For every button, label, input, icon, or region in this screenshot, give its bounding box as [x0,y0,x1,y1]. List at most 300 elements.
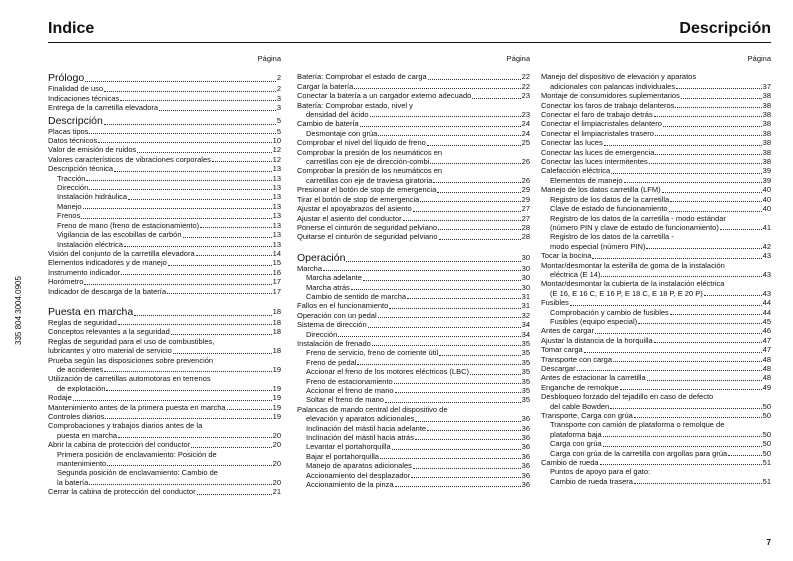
toc-page-number: 38 [762,91,771,101]
toc-page-number: 35 [521,338,530,348]
dot-leader [395,392,521,393]
dot-leader [681,98,762,99]
toc-page-number: 23 [521,110,530,120]
toc-entry[interactable] [541,101,771,110]
dot-leader [649,163,762,164]
dot-leader [196,255,272,256]
toc-page-number: 48 [762,373,771,383]
toc-entry-title: Tirar el botón de stop de emergencia [297,194,420,204]
header-rule [48,42,771,43]
toc-entry-title: plataforma baja [550,429,602,439]
toc-page-number: 24 [521,119,530,129]
toc-entry[interactable] [48,230,281,239]
toc-entry[interactable] [48,365,281,374]
toc-entry-text[interactable]: Montar/desmontar la esterilla de goma de la instalación [541,260,725,270]
toc-page-number: 50 [762,429,771,439]
dot-leader [368,327,521,328]
toc-page-number: 42 [762,241,771,251]
dot-leader [411,477,520,478]
toc-page-number: 28 [521,222,530,232]
toc-entry[interactable] [48,318,281,327]
toc-entry[interactable] [48,431,281,440]
toc-entry[interactable] [297,471,530,480]
toc-entry[interactable] [48,346,281,355]
dot-leader [104,371,271,372]
toc-entry-title: (E 16, E 16 C, E 16 P, E 18 C, E 18 P, E 20 P) [550,288,703,298]
toc-page-number: 16 [272,267,281,277]
toc-entry[interactable] [541,91,771,100]
toc-entry[interactable] [541,373,771,382]
toc-entry[interactable] [48,412,281,421]
toc-page-number: 29 [521,185,530,195]
toc-page-number: 36 [521,442,530,452]
toc-entry-text[interactable]: Montar/desmontar la cubierta de la instalación eléctrica [541,279,725,289]
toc-entry-title: Manejo [57,201,82,211]
toc-entry-text[interactable]: Registro de los datos de la carretilla - modo estándar [550,213,726,223]
toc-entry[interactable] [48,94,281,103]
toc-entry[interactable] [541,119,771,128]
toc-entry[interactable] [541,129,771,138]
toc-entry-title: Calefacción eléctrica [541,166,611,176]
toc-entry-text[interactable]: Utilización de carretillas automotoras en terrenos [48,374,211,384]
toc-entry-title: Entrega de la carretilla elevadora [48,103,159,113]
dot-leader [604,145,762,146]
toc-entry-title: Freno de estacionamiento [306,376,393,386]
dot-leader [168,265,272,266]
toc-entry[interactable] [541,402,771,411]
toc-entry[interactable] [48,164,281,173]
toc-entry-text[interactable]: Transporte con camión de plataforma o remolque de [550,420,725,430]
toc-entry[interactable] [297,138,530,147]
dot-leader [167,293,272,294]
toc-entries [297,72,530,489]
toc-entry-title: Presionar el botón de stop de emergencia [297,185,437,195]
toc-page-number: 49 [762,382,771,392]
dot-leader [437,192,520,193]
toc-entry-text[interactable]: Puntos de apoyo para el gato: [550,467,651,477]
toc-entry-text[interactable]: Comprobaciones y trabajos diarios antes de la [48,421,203,431]
toc-page-number: 2 [276,73,281,83]
toc-entry[interactable] [297,395,530,404]
dot-leader [595,333,762,334]
toc-page-number: 43 [762,288,771,298]
toc-section-heading[interactable] [48,306,281,318]
dot-leader [171,334,272,335]
toc-entry-title: Enganche de remolque [541,382,619,392]
dot-leader [662,192,762,193]
dot-leader [338,336,520,337]
dot-leader [183,237,272,238]
toc-page-number: 36 [521,470,530,480]
toc-entry-title: Abrir la cabina de protección del conductor [48,440,191,450]
toc-entry[interactable] [297,386,530,395]
toc-entry-title: Elementos de manejo [550,175,623,185]
toc-page-number: 50 [762,411,771,421]
toc-section-heading[interactable] [48,115,281,127]
toc-entry-title: Valor de emisión de ruidos [48,145,137,155]
toc-entry-title: Bajar el portahorquilla [306,451,379,461]
toc-entry[interactable] [297,195,530,204]
dot-leader [613,361,762,362]
toc-page-number: 44 [762,307,771,317]
toc-entry-title: Cambio de rueda trasera [550,476,633,486]
dot-leader [114,171,272,172]
toc-page-number: 38 [762,138,771,148]
toc-entry[interactable] [541,336,771,345]
toc-entry[interactable] [297,91,530,100]
toc-page-number: 30 [521,282,530,292]
toc-entry[interactable] [541,364,771,373]
toc-entry-text[interactable]: Manejo del dispositivo de elevación y aparatos [541,72,697,82]
toc-entry-title: Cargar la batería [297,81,354,91]
toc-entry[interactable] [48,84,281,93]
toc-page-number: 35 [521,376,530,386]
dot-leader [610,408,761,409]
toc-page-number: 3 [276,103,281,113]
toc-entry-title: Comprobar el nivel del líquido de freno [297,138,426,148]
toc-entry-title: Vigilancia de las escobillas de carbón [57,230,182,240]
toc-entry[interactable] [48,287,281,296]
toc-entry[interactable] [541,477,771,486]
toc-entry[interactable] [48,440,281,449]
toc-entry-title: Visión del conjunto de la carretilla elevadora [48,248,195,258]
toc-entry-title: de explotación [57,383,106,393]
toc-entry[interactable] [297,442,530,451]
toc-entry-title: Transporte, Carga con grúa [541,411,633,421]
toc-entry[interactable] [297,480,530,489]
toc-entry-title: Dirección [57,183,89,193]
toc-page-number: 13 [272,239,281,249]
toc-entry[interactable] [48,240,281,249]
toc-page-number: 48 [762,364,771,373]
toc-entry[interactable] [297,214,530,223]
toc-entry-text[interactable]: Batería: Comprobar estado, nivel y [297,100,413,110]
toc-page-number: 35 [521,386,530,395]
toc-entry[interactable] [48,384,281,393]
toc-page-number: 21 [272,487,281,497]
toc-entry[interactable] [48,192,281,201]
toc-entry[interactable] [541,195,771,204]
toc-page-number: 44 [762,298,771,308]
toc-page-number: 13 [272,164,281,174]
dot-leader [159,110,276,111]
toc-entry-title: Accionamiento de la pinza [306,480,394,490]
toc-page-number: 32 [521,310,530,320]
toc-entry[interactable] [297,264,530,273]
toc-entry[interactable] [541,289,771,298]
dot-leader [83,208,272,209]
toc-entry[interactable] [297,232,530,241]
toc-entry[interactable] [541,148,771,157]
toc-page-number: 13 [272,192,281,202]
toc-entry[interactable] [541,270,771,279]
toc-entry-title: Clave de estado de funcionamiento [550,204,668,214]
toc-entry[interactable] [297,311,530,320]
toc-entry[interactable] [541,110,771,119]
toc-entries [48,72,281,496]
toc-entry[interactable] [297,377,530,386]
dot-leader [654,342,762,343]
toc-entry-text[interactable]: Segunda posición de enclavamiento: Cambio de [57,468,218,478]
toc-entry[interactable] [297,176,530,185]
toc-entry[interactable] [297,129,530,138]
toc-entry-text[interactable]: Comprobar la presión de los neumáticos en [297,166,443,176]
toc-entry[interactable] [541,223,771,232]
toc-entry[interactable] [297,185,530,194]
dot-leader [704,295,762,296]
dot-leader [378,317,521,318]
dot-leader [427,430,521,431]
dot-leader [720,229,762,230]
toc-entry-title: carretillas con eje de traviesa giratoria [306,175,433,185]
toc-entry-title: Indicador de descarga de la batería [48,286,166,296]
toc-entry[interactable] [48,211,281,220]
toc-entry-title: Conectar las luces intermitentes [541,157,648,167]
toc-page-number: 47 [762,335,771,345]
toc-page-number: 10 [272,136,281,146]
toc-entry-title: densidad del ácido [306,110,369,120]
toc-entry[interactable] [297,82,530,91]
toc-entry[interactable] [297,330,530,339]
page-header [48,20,771,44]
toc-entry[interactable] [541,458,771,467]
toc-entry-title: Antes de estacionar la carretilla [541,373,646,383]
toc-entry[interactable] [48,103,281,112]
toc-page-number: 50 [762,439,771,449]
toc-entry[interactable] [48,183,281,192]
toc-page-number: 5 [276,126,281,136]
toc-entry-title: Montaje de consumidores suplementarios [541,91,680,101]
page-column-label: Página [747,54,771,63]
toc-entry[interactable] [297,283,530,292]
toc-page-number: 18 [272,346,281,356]
toc-entry[interactable] [48,478,281,487]
toc-page-number: 12 [272,154,281,164]
toc-page-number: 41 [762,222,771,232]
toc-column-2 [297,54,530,489]
toc-page-number: 25 [521,138,530,148]
toc-entry-title: de accidentes [57,364,104,374]
toc-entry[interactable] [541,166,771,175]
toc-entry[interactable] [48,268,281,277]
toc-entry[interactable] [297,358,530,367]
toc-entry-text[interactable]: Palancas de mando central del dispositivo de [297,404,448,414]
dot-leader [600,464,762,465]
toc-entry[interactable] [541,439,771,448]
toc-page-number: 20 [272,477,281,487]
dot-leader [654,116,762,117]
toc-entry[interactable] [541,317,771,326]
toc-entry[interactable] [48,145,281,154]
toc-entry[interactable] [48,155,281,164]
toc-entry-title: Descripción técnica [48,164,114,174]
toc-page-number: 36 [521,414,530,424]
toc-page-number: 19 [272,402,281,412]
toc-page-number: 48 [762,354,771,364]
toc-entry-title: Accionar el freno de los motores eléctricos (LBC) [306,367,469,377]
toc-entry-title: (número PIN y clave de estado de funcionamiento) [550,222,719,232]
toc-page-number: 35 [521,357,530,367]
toc-entry-title: Rodaje [48,393,72,403]
toc-entry-title: Conceptos relevantes a la seguridad [48,327,170,337]
toc-entry[interactable] [541,430,771,439]
toc-page-number: 38 [762,128,771,138]
toc-page-number: 13 [272,220,281,230]
toc-entry[interactable] [48,258,281,267]
toc-entry-title: Manejo de los datos carretilla (LFM) [541,185,661,195]
toc-page-number: 22 [521,72,530,82]
toc-section-heading[interactable] [297,252,530,264]
toc-entry-title: Fusibles (equipo especial) [550,316,638,326]
toc-column-3 [541,54,771,486]
toc-entry[interactable] [48,249,281,258]
dot-leader [601,276,761,277]
side-document-code: 335 804 3004.0905 [14,276,23,345]
toc-entry[interactable] [297,452,530,461]
toc-entry[interactable] [297,339,530,348]
toc-entry[interactable] [297,119,530,128]
toc-entry[interactable] [48,221,281,230]
toc-entry-title: Accionar el freno de mano [306,386,394,395]
toc-entry[interactable] [297,223,530,232]
toc-page-number: 31 [521,301,530,311]
toc-section-heading[interactable] [48,72,281,84]
toc-page-number: 40 [762,204,771,214]
toc-entry-title: Ponerse el cinturón de seguridad pelviano [297,222,438,232]
dot-leader [634,417,762,418]
dot-leader [378,135,520,136]
toc-entry-title: del cable Bowden [550,401,610,411]
toc-entry[interactable] [297,348,530,357]
dot-leader [351,289,521,290]
toc-entry[interactable] [541,326,771,335]
toc-entry[interactable] [541,82,771,91]
toc-entry[interactable] [541,298,771,307]
toc-entry-title: Descargar [541,364,576,373]
toc-entry-title: Instrumento indicador [48,267,121,277]
toc-entry[interactable] [48,202,281,211]
toc-entry-title: Instalación hidráulica [57,192,128,202]
toc-entry[interactable] [541,449,771,458]
toc-entry[interactable] [48,459,281,468]
dot-leader [394,383,521,384]
toc-page-number: 51 [762,458,771,468]
toc-entry[interactable] [297,461,530,470]
toc-entry[interactable] [541,138,771,147]
dot-leader [592,258,761,259]
toc-entry-title: puesta en marcha [57,430,118,440]
toc-entry[interactable] [297,414,530,423]
toc-entry[interactable] [48,487,281,496]
toc-entry[interactable] [541,345,771,354]
toc-entry[interactable] [541,204,771,213]
dot-leader [470,374,521,375]
toc-page-number: 38 [762,110,771,120]
toc-entry[interactable] [541,355,771,364]
toc-entry-title: Carga con grúa de la carretilla con argollas para grúa [550,448,728,458]
toc-page-number: 36 [521,433,530,443]
toc-entry[interactable] [297,157,530,166]
toc-entry-text[interactable]: Prueba según las disposiciones sobre prevención [48,355,214,365]
toc-entry-title: Conectar el limpiacristales delantero [541,119,662,129]
dot-leader [104,91,276,92]
toc-page-number: 34 [521,320,530,330]
toc-entry-title: Conectar la batería a un cargador externo adecuado [297,91,472,101]
toc-entry[interactable] [541,185,771,194]
toc-entry[interactable] [297,204,530,213]
dot-leader [603,436,762,437]
toc-entry[interactable] [297,273,530,282]
toc-entry-text[interactable]: Primera posición de enclavamiento: Posición de [57,449,217,459]
toc-entry[interactable] [541,176,771,185]
toc-entry[interactable] [297,72,530,81]
toc-page-number: 36 [521,451,530,461]
dot-leader [603,446,762,447]
toc-page-number: 34 [521,329,530,339]
dot-leader [118,437,272,438]
toc-entry-title: Manejo de aparatos adicionales [306,461,412,471]
toc-entry[interactable] [297,292,530,301]
toc-entry-title: la batería [57,477,89,487]
toc-entry[interactable] [541,411,771,420]
toc-entry[interactable] [297,320,530,329]
toc-entry-title: Inclinación del mástil hacia adelante [306,423,427,433]
toc-entry[interactable] [48,136,281,145]
toc-entry-title: Tocar la bocina [541,251,592,261]
toc-entry[interactable] [48,127,281,136]
toc-entry-text[interactable]: Reglas de seguridad para el uso de combustibles, [48,336,215,346]
dot-leader [620,389,762,390]
toc-entry[interactable] [48,403,281,412]
dot-leader [584,352,762,353]
dot-leader [370,116,521,117]
toc-page-number: 19 [272,364,281,374]
toc-entry[interactable] [297,110,530,119]
toc-page-number: 47 [762,345,771,355]
toc-entry-text[interactable]: Desbloqueo forzado del tejadillo en caso de defecto [541,392,714,402]
toc-entry-title: Marcha adelante [306,273,362,283]
toc-entry-title: Desmontaje con grúa [306,128,378,138]
toc-entry-title: Freno de pedal [306,357,357,367]
toc-entry-title: Puesta en marcha [48,305,134,318]
toc-entry[interactable] [541,383,771,392]
toc-entry[interactable] [541,308,771,317]
dot-leader [89,484,271,485]
dot-leader [647,380,762,381]
toc-page-number: 13 [272,230,281,240]
toc-entry[interactable] [297,367,530,376]
toc-page-number: 45 [762,316,771,326]
toc-entry-text[interactable]: Registro de los datos de la carretilla - [550,232,674,242]
toc-page-number: 43 [762,251,771,261]
toc-page-number: 40 [762,194,771,204]
toc-entry[interactable] [297,301,530,310]
toc-entry-title: Conectar el limpiacristales trasero [541,128,654,138]
toc-page-number: 18 [272,327,281,337]
toc-entry[interactable] [541,242,771,251]
toc-entry[interactable] [297,433,530,442]
toc-entry[interactable] [48,393,281,402]
toc-entry-title: Horómetro [48,277,84,287]
toc-entry[interactable] [48,174,281,183]
toc-entry[interactable] [48,327,281,336]
header-right-title: Descripción [679,20,771,37]
toc-entry[interactable] [297,424,530,433]
toc-entry[interactable] [48,277,281,286]
toc-entry-text[interactable]: Comprobar la presión de los neumáticos en [297,147,443,157]
toc-entry[interactable] [541,251,771,260]
toc-entry[interactable] [541,157,771,166]
